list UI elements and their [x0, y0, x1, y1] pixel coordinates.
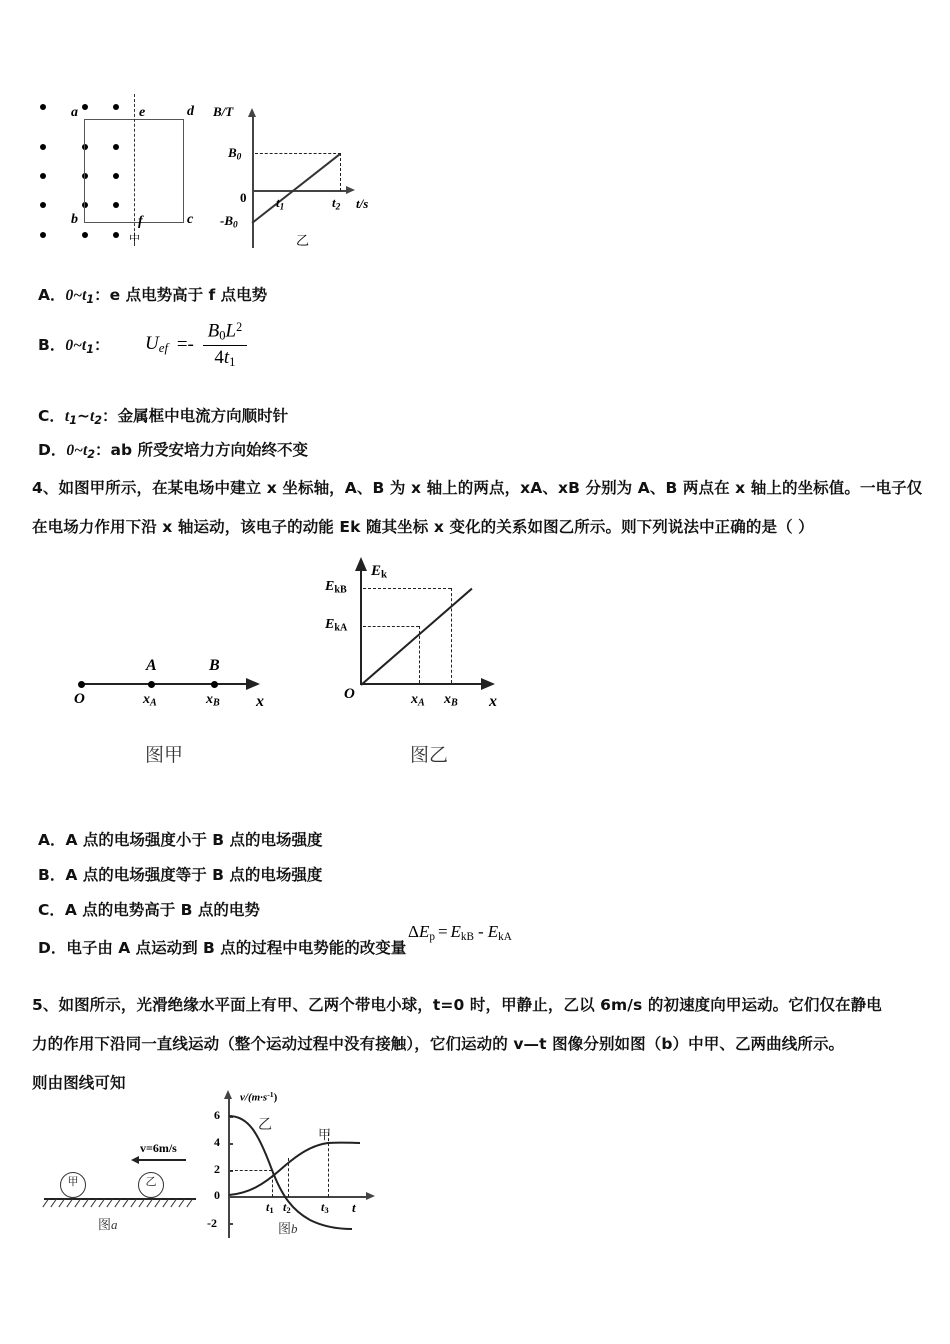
ek-x-axis-label: x — [489, 693, 497, 710]
formula-e-sub: p — [429, 930, 435, 943]
velocity-arrow-shaft — [138, 1159, 186, 1161]
ek-x-axis — [360, 683, 485, 685]
ek-y-axis — [360, 569, 362, 685]
ball-yi: 乙 — [138, 1172, 164, 1198]
x-axis-arrow-icon — [246, 678, 260, 690]
q4-option-b-letter: B． — [38, 866, 66, 884]
q1-option-b-range-sub: 1 — [86, 342, 94, 356]
q1-option-c-tilde: ~ — [76, 407, 90, 425]
frame-vertex-label-e: e — [139, 105, 146, 120]
velocity-arrow-head-icon — [131, 1156, 139, 1164]
xtick-xa-sub: A — [418, 697, 425, 709]
field-dot-icon — [40, 202, 46, 208]
ytick-ekb-main: E — [325, 579, 335, 594]
ek-ytick-ekb — [325, 579, 347, 596]
field-dot-icon — [113, 232, 119, 238]
formula-den-4: 4 — [214, 346, 224, 368]
frame-vertex-label-b: b — [71, 212, 78, 227]
q4-option-c[interactable] — [38, 898, 260, 920]
ytick-negb0-main: -B — [220, 213, 233, 228]
ek-xb-dashed-line — [451, 588, 452, 683]
q1-option-a-range-sub: 1 — [86, 292, 95, 306]
formula-rhs1-main: E — [450, 922, 461, 941]
vt-xtick-t3-sub: 3 — [324, 1205, 329, 1216]
chart-b-y-axis — [252, 116, 254, 248]
chart-b-y-axis-arrow-icon — [248, 108, 256, 117]
q1-option-c-range1: t — [64, 408, 70, 425]
q4-option-a[interactable] — [38, 828, 323, 850]
field-dot-icon — [82, 104, 88, 110]
velocity-label-text: v=6m/s — [140, 1141, 177, 1155]
ek-y-axis-label — [371, 563, 387, 581]
ek-origin-label: O — [344, 686, 355, 702]
formula-u-eq: =- — [176, 333, 194, 355]
formula-num-l-sup: 2 — [236, 320, 243, 334]
q4-option-d[interactable] — [38, 936, 406, 958]
x-axis-label-jia: x — [256, 693, 264, 710]
q1-option-a-range: 0~t — [65, 287, 87, 304]
ek-eka-dashed-line — [363, 626, 419, 627]
formula-u-lhs: U — [145, 333, 159, 355]
q4-option-c-letter: C． — [38, 901, 65, 919]
q1-option-c-range2: t — [89, 408, 95, 425]
chart-b-x-axis — [252, 190, 348, 192]
coord-b-sub: B — [213, 697, 220, 709]
q4-option-d-formula — [408, 922, 512, 943]
xtick-t2-sub: 2 — [335, 202, 341, 213]
xtick-xb-main: x — [444, 692, 451, 707]
frame-center-dashed-line — [134, 94, 135, 246]
chart-b-ytick-zero: 0 — [240, 190, 247, 205]
chart-b-data-line — [252, 153, 341, 223]
vt-ytick-2: 2 — [214, 1162, 220, 1176]
chart-b-y-axis-label — [213, 104, 233, 120]
velocity-label — [140, 1141, 177, 1156]
ek-x-axis-arrow-icon — [481, 678, 495, 690]
q1-option-a-colon: ： — [94, 286, 110, 304]
ek-data-line — [360, 588, 472, 686]
vt-ytick-6: 6 — [214, 1108, 220, 1122]
field-dot-icon — [40, 104, 46, 110]
formula-delta: Δ — [408, 922, 419, 941]
q5-stem-line3: 则由图线可知 — [32, 1074, 126, 1092]
ytick-eka-sub: kA — [334, 622, 348, 634]
q1-option-d-letter: D． — [38, 441, 67, 459]
formula-rhs2-sub: kA — [498, 930, 512, 943]
vt-ytick-neg2: -2 — [207, 1216, 217, 1230]
vt-xtick-t2 — [283, 1200, 291, 1215]
ek-ekb-dashed-line — [363, 588, 451, 589]
xtick-t1-main: t — [276, 195, 280, 210]
chart-b-caption: 乙 — [296, 234, 310, 249]
ball-jia: 甲 — [60, 1172, 86, 1198]
figure-a-balls-diagram — [40, 1138, 220, 1248]
chart-b-ytick-b0 — [228, 145, 241, 162]
vt-curve-label-yi: 乙 — [258, 1117, 272, 1133]
xtick-t1-sub: 1 — [279, 202, 285, 213]
vt-ylabel-main: v/(m·s — [240, 1091, 268, 1104]
coord-b-main: x — [206, 692, 213, 707]
point-b-label: B — [209, 657, 220, 674]
chart-b-ytick-negb0 — [220, 213, 238, 230]
vt-xtick-t1-sub: 1 — [269, 1205, 274, 1216]
ek-xa-dashed-line — [419, 626, 420, 683]
ek-ytick-eka — [325, 617, 347, 634]
ek-xtick-xa — [411, 692, 425, 709]
point-b-coord-label — [206, 692, 220, 709]
vt-xtick-t1-main: t — [266, 1200, 270, 1214]
chart-b-vs-t — [210, 100, 385, 260]
vt-xtick-t3 — [321, 1200, 329, 1215]
point-b-marker — [211, 681, 218, 688]
vt-curve-label-jia: 甲 — [318, 1128, 332, 1143]
figure-jia-caption: 图甲 — [145, 744, 184, 766]
frame-vertex-label-a: a — [71, 105, 78, 120]
vt-curve-jia — [229, 1143, 360, 1195]
q1-option-c-letter: C． — [38, 407, 65, 425]
formula-rhs2-main: E — [487, 922, 499, 941]
q4-option-b[interactable] — [38, 863, 322, 885]
coord-a-main: x — [143, 692, 150, 707]
q5-stem-line2: 力的作用下沿同一直线运动（整个运动过程中没有接触），它们运动的 v—t 图像分别如图（b）中甲、乙两曲线所示。 — [32, 1035, 845, 1053]
figure-two-charged-balls-and-vt-graph — [40, 1088, 400, 1258]
q1-option-b-letter: B． — [38, 336, 66, 354]
figure-b-caption — [278, 1218, 298, 1237]
q1-option-a[interactable] — [38, 283, 267, 306]
chart-b-b0-dashed-line — [255, 153, 341, 154]
vt-xtick-t3-main: t — [321, 1200, 325, 1214]
q4-option-c-text: A 点的电势高于 B 点的电势 — [64, 901, 260, 919]
formula-den-t: t — [223, 346, 230, 368]
vt-ylabel-close: ) — [273, 1091, 278, 1104]
q4-stem-line1: 4、如图甲所示，在某电场中建立 x 坐标轴，A、B 为 x 轴上的两点，xA、xB 分别为 A、B 两点在 x 轴上的坐标值。一电子仅 — [32, 479, 923, 497]
q1-option-c-range2-sub: 2 — [94, 413, 103, 427]
q4-option-d-letter: D． — [38, 939, 67, 957]
frame-vertex-label-f: f — [138, 214, 143, 229]
xtick-xb-sub: B — [451, 697, 458, 709]
point-a-marker — [148, 681, 155, 688]
point-a-label: A — [146, 657, 157, 674]
vt-ytick-0: 0 — [214, 1188, 220, 1202]
figure-efield-axis-and-ek-graph — [50, 555, 530, 785]
vt-xtick-t2-sub: 2 — [286, 1205, 291, 1216]
q5-stem-line1: 5、如图所示，光滑绝缘水平面上有甲、乙两个带电小球，t=0 时，甲静止，乙以 6m/s 的初速度向甲运动。它们仅在静电 — [32, 996, 882, 1014]
figure-b-caption-sub: b — [291, 1221, 298, 1236]
xtick-t2-main: t — [332, 195, 336, 210]
q1-option-d-colon: ： — [95, 441, 111, 459]
coord-a-sub: A — [150, 697, 157, 709]
figure-yi-caption: 图乙 — [410, 744, 449, 766]
q4-option-a-text: A 点的电场强度小于 B 点的电场强度 — [65, 831, 323, 849]
q4-option-b-text: A 点的电场强度等于 B 点的电场强度 — [65, 866, 323, 884]
q1-option-b-colon: ： — [93, 336, 110, 354]
ek-ylabel-main: E — [371, 563, 382, 579]
formula-e-main: E — [418, 922, 430, 941]
figure-a-caption-main: 图 — [98, 1218, 112, 1233]
ek-y-axis-arrow-icon — [355, 557, 367, 571]
q1-option-d-range-sub: 2 — [87, 447, 96, 461]
q1-option-c-colon: ： — [102, 407, 118, 425]
q1-option-d-range: 0~t — [66, 442, 88, 459]
q4-stem-line2: 在电场力作用下沿 x 轴运动，该电子的动能 Ek 随其坐标 x 变化的关系如图乙所示。则下列说法中正确的是（ ） — [32, 518, 814, 536]
chart-b-xtick-t2 — [332, 195, 340, 212]
formula-num-b-sub: 0 — [219, 328, 226, 343]
frame-vertex-label-d: d — [187, 104, 194, 119]
ytick-b0-sub: 0 — [236, 152, 242, 163]
q1-option-c[interactable] — [38, 404, 288, 427]
figure-a-caption — [98, 1214, 118, 1233]
field-dot-icon — [113, 104, 119, 110]
ytick-negb0-sub: 0 — [233, 220, 238, 231]
frame-center-label: 中 — [129, 232, 140, 245]
x-axis-line — [80, 683, 250, 685]
q4-option-a-letter: A． — [38, 831, 66, 849]
vt-xtick-t1 — [266, 1200, 274, 1215]
formula-num-b: B — [207, 320, 220, 342]
q1-option-b-range: 0~t — [65, 337, 87, 354]
point-a-coord-label — [143, 692, 157, 709]
q1-option-b-formula — [145, 320, 247, 370]
formula-rhs1-sub: kB — [460, 930, 475, 943]
field-dot-icon — [40, 232, 46, 238]
vt-curves — [200, 1088, 400, 1258]
chart-b-t2-dashed-line — [340, 153, 341, 191]
chart-b-xtick-t1 — [276, 195, 284, 212]
origin-label-o: O — [74, 691, 85, 707]
formula-den-t-sub: 1 — [229, 354, 236, 369]
ek-xtick-xb — [444, 692, 458, 709]
chart-ek-vs-x — [305, 555, 525, 766]
vt-xtick-t2-main: t — [283, 1200, 287, 1214]
xtick-xa-main: x — [411, 692, 418, 707]
figure-a-caption-sub: a — [111, 1217, 118, 1232]
chart-b-x-axis-arrow-icon — [346, 186, 355, 194]
frame-vertex-label-c: c — [187, 212, 194, 227]
ytick-b0-main: B — [228, 145, 237, 160]
field-dot-icon — [40, 173, 46, 179]
field-dot-icon — [82, 232, 88, 238]
q1-option-b[interactable] — [38, 333, 110, 356]
ytick-eka-main: E — [325, 617, 335, 632]
formula-eq: = — [437, 922, 448, 941]
q1-option-a-letter: A． — [38, 286, 66, 304]
chart-b-x-axis-label: t/s — [356, 196, 369, 211]
q1-option-c-text: 金属框中电流方向顺时针 — [117, 407, 289, 425]
q1-option-d-text: ab 所受安培力方向始终不变 — [110, 441, 308, 459]
origin-point-marker — [78, 681, 85, 688]
y-axis-label-text: B/T — [213, 104, 234, 119]
formula-minus: - — [478, 922, 484, 941]
formula-num-l: L — [225, 320, 237, 342]
q1-option-d[interactable] — [38, 438, 308, 461]
field-dot-icon — [40, 144, 46, 150]
ytick-ekb-sub: kB — [334, 584, 347, 596]
q1-option-c-range1-sub: 1 — [69, 413, 77, 427]
formula-u-sub: ef — [158, 340, 169, 356]
figure-jia-x-axis-diagram — [70, 555, 290, 766]
vt-ylabel-sup: -1 — [267, 1090, 274, 1099]
ek-ylabel-sub: k — [381, 568, 388, 581]
vt-ytick-4: 4 — [214, 1135, 220, 1149]
figure-b-caption-main: 图 — [278, 1222, 292, 1237]
figure-metal-frame-magnetic-field — [30, 82, 390, 262]
q4-option-d-text: 电子由 A 点运动到 B 点的过程中电势能的改变量 — [66, 939, 407, 957]
vt-x-axis-label: t — [352, 1200, 356, 1215]
q1-option-a-text: e 点电势高于 f 点电势 — [109, 286, 268, 304]
chart-v-vs-t — [200, 1088, 400, 1258]
